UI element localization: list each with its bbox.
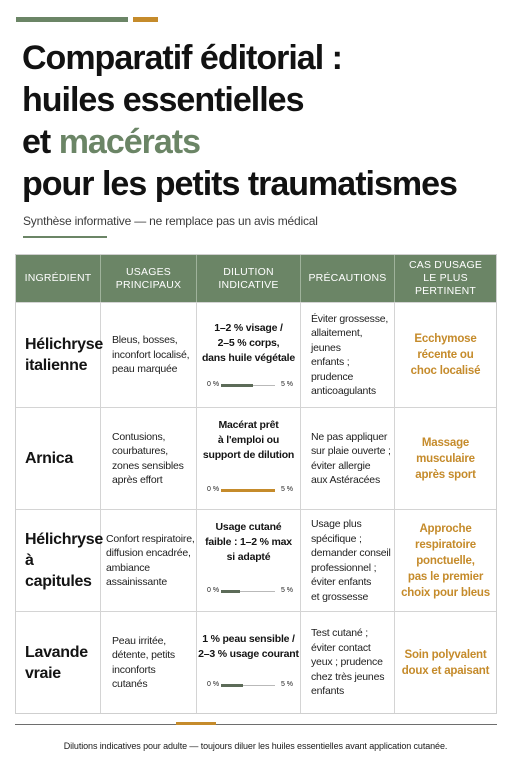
- use-case-text: Massage musculaire après sport: [415, 436, 476, 481]
- subtitle-underline: [23, 236, 107, 238]
- dilution-text: 1 % peau sensible / 2–3 % usage courant: [198, 633, 299, 660]
- column-header-ingredient: INGRÉDIENT: [16, 255, 101, 302]
- top-bar-gold: [133, 17, 158, 22]
- scale-min-label: 0 %: [207, 587, 220, 594]
- scale-track: [221, 591, 275, 592]
- column-header-dilution: DILUTION INDICATIVE: [197, 255, 301, 302]
- scale-min-label: 0 %: [207, 681, 220, 688]
- scale-max-label: 5 %: [280, 381, 293, 388]
- decorative-top-bars: [16, 17, 166, 23]
- dilution-level-bar: [221, 590, 240, 593]
- precautions-text: Éviter grossesse, allaitement, jeunes enfants ; prudence anticoagulants: [301, 303, 395, 407]
- scale-track: [221, 685, 275, 686]
- dilution-text: 1–2 % visage / 2–5 % corps, dans huile végétale: [201, 322, 296, 364]
- column-header-use-case: CAS D'USAGE LE PLUS PERTINENT: [408, 259, 483, 297]
- table-header: [16, 255, 496, 302]
- dilution-scale: [207, 681, 293, 691]
- usages-text: Contusions, courbatures, zones sensibles après effort: [101, 408, 197, 509]
- dilution-text: Macérat prêt à l'emploi ou support de dilution: [202, 419, 295, 461]
- column-header-precautions: PRÉCAUTIONS: [301, 255, 395, 302]
- top-bar-green: [16, 17, 128, 22]
- scale-max-label: 5 %: [280, 587, 293, 594]
- dilution-text: Usage cutané faible : 1–2 % max si adapté: [205, 521, 292, 563]
- dilution-scale: [207, 381, 293, 391]
- footer-note: Dilutions indicatives pour adulte — toujours diluer les huiles essentielles avant application cutanée.: [63, 741, 448, 751]
- footer-divider: [15, 724, 497, 725]
- table-row: [16, 509, 496, 611]
- ingredient-name: Arnica: [16, 408, 101, 509]
- dilution-cell: [197, 408, 301, 509]
- dilution-level-bar: [221, 384, 253, 387]
- use-case-text: Approche respiratoire ponctuelle, pas le premier choix pour bleus: [401, 522, 490, 599]
- precautions-text: Ne pas appliquer sur plaie ouverte ; éviter allergie aux Astéracées: [301, 408, 395, 509]
- scale-max-label: 5 %: [280, 486, 293, 493]
- table-row: [16, 611, 496, 713]
- dilution-cell: [197, 510, 301, 611]
- ingredient-name: Hélichryse italienne: [16, 303, 101, 407]
- scale-min-label: 0 %: [207, 381, 220, 388]
- comparison-table: [15, 254, 497, 714]
- footer-accent: [176, 722, 216, 725]
- ingredient-name: Lavande vraie: [16, 612, 101, 713]
- scale-max-label: 5 %: [280, 681, 293, 688]
- page-subtitle: Synthèse informative — ne remplace pas un avis médical: [23, 214, 318, 228]
- precautions-text: Test cutané ; éviter contact yeux ; prudence chez très jeunes enfants: [301, 612, 395, 713]
- title-highlight: macérats: [58, 123, 201, 161]
- usages-text: Confort respiratoire, diffusion encadrée, ambiance assainissante: [101, 510, 197, 611]
- title-line-1: Comparatif éditorial :: [22, 39, 342, 77]
- table-row: [16, 407, 496, 509]
- column-header-usages: USAGES PRINCIPAUX: [101, 255, 197, 302]
- dilution-cell: [197, 303, 301, 407]
- dilution-level-bar: [221, 684, 243, 687]
- dilution-cell: [197, 612, 301, 713]
- use-case-text: Soin polyvalent doux et apaisant: [401, 648, 490, 677]
- dilution-level-bar: [221, 489, 275, 492]
- title-line-2: huiles essentielles: [22, 81, 304, 119]
- use-case-text: Ecchymose récente ou choc localisé: [410, 333, 481, 377]
- precautions-text: Usage plus spécifique ; demander conseil professionnel ; éviter enfants et grossesse: [301, 510, 395, 611]
- ingredient-name: Hélichryse à capitules: [16, 510, 101, 611]
- usages-text: Bleus, bosses, inconfort localisé, peau marquée: [101, 303, 197, 407]
- scale-track: [221, 385, 275, 386]
- dilution-scale: [207, 486, 293, 496]
- dilution-scale: [207, 587, 293, 597]
- page-title: [22, 37, 502, 205]
- table-row: [16, 302, 496, 407]
- title-line-3-prefix: et: [22, 123, 59, 161]
- scale-min-label: 0 %: [207, 486, 220, 493]
- scale-track: [221, 490, 275, 491]
- usages-text: Peau irritée, détente, petits inconforts cutanés: [101, 612, 197, 713]
- title-line-4: pour les petits traumatismes: [22, 165, 457, 203]
